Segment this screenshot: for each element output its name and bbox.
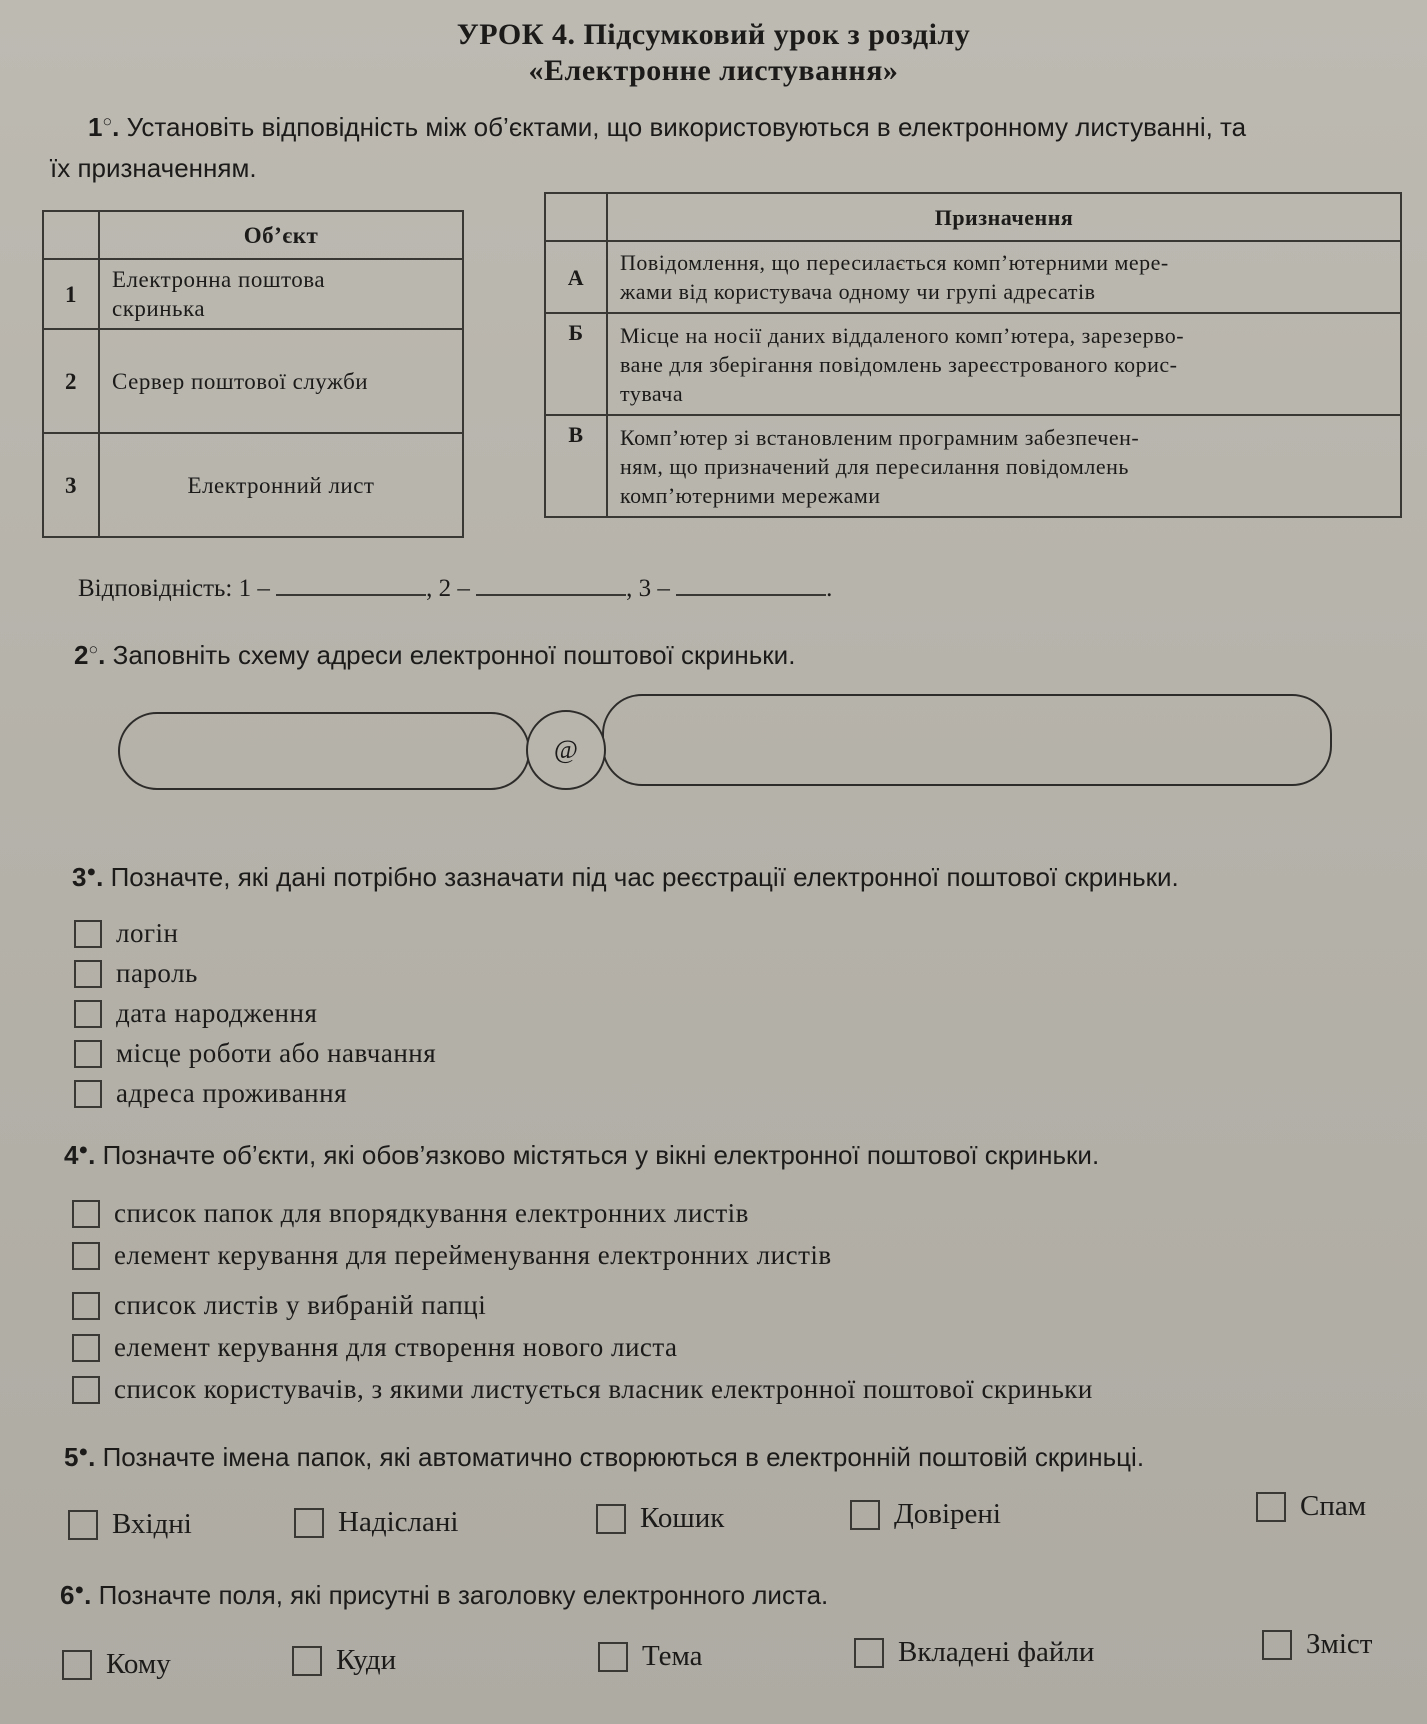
q1-answer-line: Відповідність: 1 – , 2 – , 3 – . bbox=[78, 575, 833, 602]
checkbox[interactable] bbox=[292, 1646, 322, 1676]
q3-option[interactable]: місце роботи або навчання bbox=[74, 1038, 436, 1069]
q4-option[interactable]: елемент керування для створення нового листа bbox=[72, 1332, 678, 1363]
checkbox[interactable] bbox=[72, 1376, 100, 1404]
checkbox[interactable] bbox=[72, 1292, 100, 1320]
checkbox[interactable] bbox=[598, 1642, 628, 1672]
q6-option[interactable]: Вкладені файли bbox=[854, 1636, 1094, 1669]
q3-option[interactable]: дата народження bbox=[74, 998, 317, 1029]
q4-option[interactable]: список папок для впорядкування електронних листів bbox=[72, 1198, 749, 1229]
checkbox[interactable] bbox=[1256, 1492, 1286, 1522]
q3-option[interactable]: пароль bbox=[74, 958, 198, 989]
checkbox[interactable] bbox=[72, 1242, 100, 1270]
objects-table-header: Об’єкт bbox=[99, 211, 463, 259]
checkbox[interactable] bbox=[596, 1504, 626, 1534]
q1-mark: ○ bbox=[102, 113, 113, 131]
checkbox[interactable] bbox=[74, 1000, 102, 1028]
purposes-table-header: Призначення bbox=[607, 193, 1401, 241]
checkbox[interactable] bbox=[68, 1510, 98, 1540]
q3-option[interactable]: адреса проживання bbox=[74, 1078, 347, 1109]
answer-blank-3[interactable] bbox=[676, 574, 826, 596]
q1-prompt: Установіть відповідність між об’єктами, що використовуються в електронному листуванні, та bbox=[126, 112, 1247, 142]
q5-option[interactable]: Надіслані bbox=[294, 1506, 458, 1539]
checkbox[interactable] bbox=[74, 1080, 102, 1108]
q5-text: 5●. Позначте імена папок, які автоматично створюються в електронній поштовій скриньці. bbox=[64, 1442, 1145, 1472]
table-row: В Комп’ютер зі встановленим програмним забезпечен- ням, що призначений для пересилання повідомлень комп’ютерними мережами bbox=[545, 415, 1401, 517]
checkbox[interactable] bbox=[72, 1334, 100, 1362]
purposes-table bbox=[544, 192, 1402, 518]
q5-option[interactable]: Вхідні bbox=[68, 1508, 192, 1541]
objects-table bbox=[42, 210, 464, 538]
q4-option[interactable]: список користувачів, з якими листується власник електронної поштової скриньки bbox=[72, 1374, 1093, 1405]
lesson-subtitle: «Електронне листування» bbox=[528, 54, 899, 87]
q4-option[interactable]: елемент керування для перейменування електронних листів bbox=[72, 1240, 832, 1271]
answer-blank-2[interactable] bbox=[476, 574, 626, 596]
q5-option[interactable]: Спам bbox=[1256, 1490, 1366, 1523]
checkbox[interactable] bbox=[62, 1650, 92, 1680]
q5-option[interactable]: Довірені bbox=[850, 1498, 1001, 1531]
checkbox[interactable] bbox=[294, 1508, 324, 1538]
q1-number: 1 bbox=[88, 112, 103, 142]
checkbox[interactable] bbox=[74, 920, 102, 948]
checkbox[interactable] bbox=[72, 1200, 100, 1228]
q3-option[interactable]: логін bbox=[74, 918, 179, 949]
q6-option[interactable]: Кому bbox=[62, 1648, 171, 1681]
checkbox[interactable] bbox=[850, 1500, 880, 1530]
checkbox[interactable] bbox=[854, 1638, 884, 1668]
q3-text: 3●. Позначте, які дані потрібно зазначати під час реєстрації електронної поштової скриньки. bbox=[72, 862, 1179, 892]
q1-text-line2: їх призначенням. bbox=[50, 153, 257, 183]
email-login-field[interactable] bbox=[118, 712, 530, 790]
checkbox[interactable] bbox=[1262, 1630, 1292, 1660]
q6-option[interactable]: Тема bbox=[598, 1640, 703, 1673]
email-domain-field[interactable] bbox=[602, 694, 1332, 786]
q6-option[interactable]: Куди bbox=[292, 1644, 396, 1677]
table-row: 2 Сервер поштової служби bbox=[43, 329, 463, 433]
at-symbol: @ bbox=[526, 710, 606, 790]
q5-option[interactable]: Кошик bbox=[596, 1502, 724, 1535]
q6-text: 6●. Позначте поля, які присутні в заголовку електронного листа. bbox=[60, 1580, 829, 1610]
table-row: Б Місце на носії даних віддаленого комп’ютера, зарезерво- ване для зберігання повідомлень зареєстрованого корис- тувача bbox=[545, 313, 1401, 415]
lesson-title: УРОК 4. Підсумковий урок з розділу bbox=[456, 18, 971, 51]
q6-option[interactable]: Зміст bbox=[1262, 1628, 1372, 1661]
q4-option[interactable]: список листів у вибраній папці bbox=[72, 1290, 486, 1321]
q1-text-line1: 1○. Установіть відповідність між об’єктами, що використовуються в електронному листуванні, та bbox=[88, 112, 1247, 142]
q4-text: 4●. Позначте об’єкти, які обов’язково містяться у вікні електронної поштової скриньки. bbox=[64, 1140, 1100, 1170]
table-row: 1 Електронна поштова скринька bbox=[43, 259, 463, 329]
checkbox[interactable] bbox=[74, 1040, 102, 1068]
table-row: 3 Електронний лист bbox=[43, 433, 463, 537]
answer-blank-1[interactable] bbox=[276, 574, 426, 596]
table-row: А Повідомлення, що пересилається комп’ютерними мере- жами від користувача одному чи групі адресатів bbox=[545, 241, 1401, 313]
q2-text: 2○. Заповніть схему адреси електронної поштової скриньки. bbox=[74, 640, 796, 670]
checkbox[interactable] bbox=[74, 960, 102, 988]
